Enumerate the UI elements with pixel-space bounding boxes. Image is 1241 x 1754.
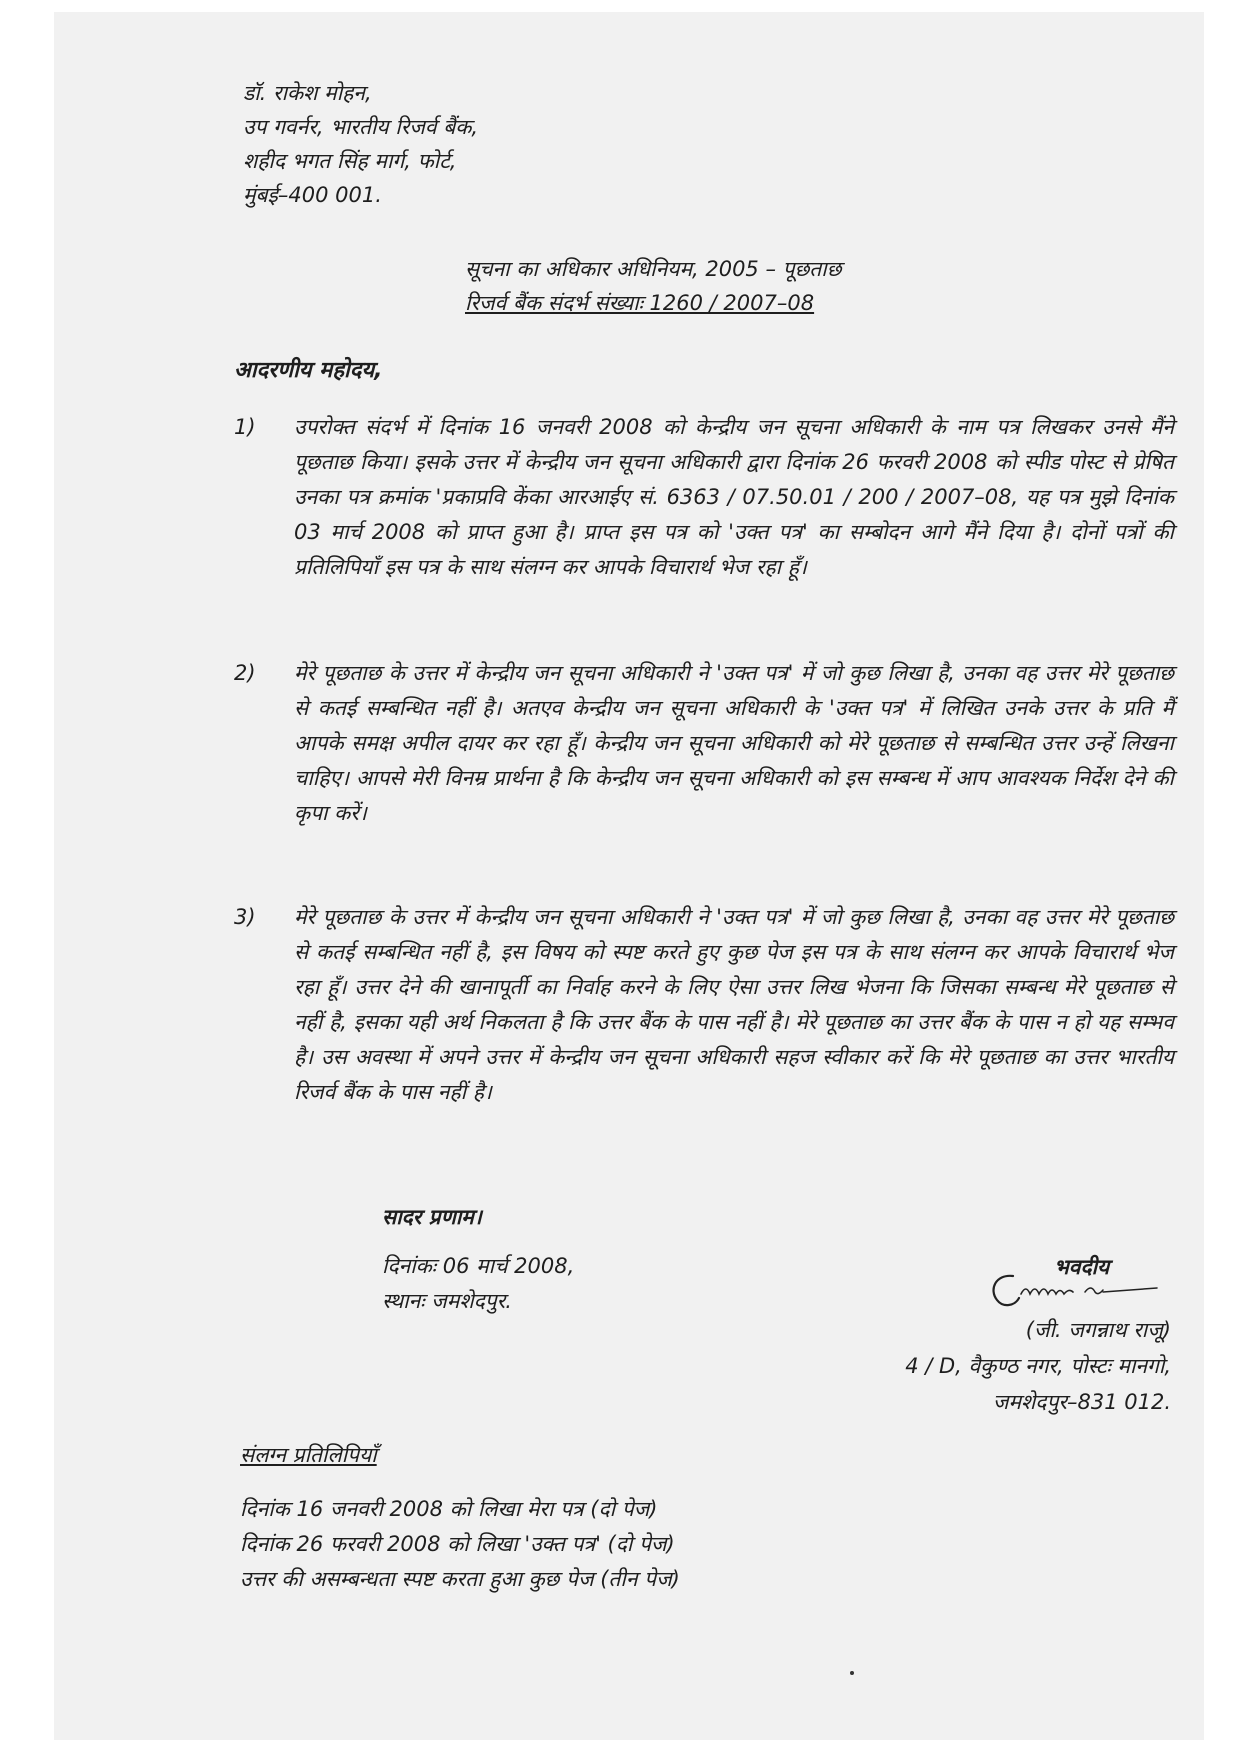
salutation: आदरणीय महोदय, bbox=[234, 358, 383, 383]
place-line: स्थानः जमशेदपुर. bbox=[382, 1289, 512, 1313]
signer-address-line: 4 / D, वैकुण्ठ नगर, पोस्टः मानगो, bbox=[905, 1354, 1171, 1378]
reference-number: रिजर्व बैंक संदर्भ संख्याः 1260 / 2007–08 bbox=[465, 291, 815, 315]
paragraph-number: 3) bbox=[234, 905, 256, 929]
signer-block bbox=[905, 1312, 1171, 1420]
valediction: भवदीय bbox=[1054, 1255, 1110, 1279]
address-line: शहीद भगत सिंह मार्ग, फोर्ट, bbox=[243, 149, 457, 173]
enclosure-item: दिनांक 16 जनवरी 2008 को लिखा मेरा पत्र (दो पेज) bbox=[240, 1497, 658, 1521]
paragraph-text: उपरोक्त संदर्भ में दिनांक 16 जनवरी 2008 को केन्द्रीय जन सूचना अधिकारी के नाम पत्र लिखकर उनसे मैंने पूछताछ किया। इसके उत्तर में केन्द्रीय जन सूचना अधिकारी द्वारा दिनांक 26 फरवरी 2008 को स्पीड पोस्ट से प्रेषित उनका पत्र क्रमांक 'प्रकाप्रवि केंका आरआईए सं. 6363 / 07.50.01 / 200 / 2007–08, यह पत्र मुझे दिनांक 03 मार्च 2008 को प्राप्त हुआ है। प्राप्त इस पत्र को 'उक्त पत्र' का सम्बोदन आगे मैंने दिया है। दोनों पत्रों की प्रतिलिपियाँ इस पत्र के साथ संलग्न कर आपके विचारार्थ भेज रहा हूँ। bbox=[294, 415, 1174, 579]
paragraph-text: मेरे पूछताछ के उत्तर में केन्द्रीय जन सूचना अधिकारी ने 'उक्त पत्र' में जो कुछ लिखा है, उनका वह उत्तर मेरे पूछताछ से कतई सम्बन्धित नहीं है, इस विषय को स्पष्ट करते हुए कुछ पेज इस पत्र के साथ संलग्न कर आपके विचारार्थ भेज रहा हूँ। उत्तर देने की खानापूर्ती का निर्वाह करने के लिए ऐसा उत्तर लिख भेजना कि जिसका सम्बन्ध मेरे पूछताछ से नहीं है, इसका यही अर्थ निकलता है कि उत्तर बैंक के पास नहीं है। मेरे पूछताछ का उत्तर बैंक के पास न हो यह सम्भव है। उस अवस्था में अपने उत्तर में केन्द्रीय जन सूचना अधिकारी सहज स्वीकार करें कि मेरे पूछताछ का उत्तर भारतीय रिजर्व बैंक के पास नहीं है। bbox=[294, 905, 1174, 1104]
enclosures-heading: संलग्न प्रतिलिपियाँ bbox=[240, 1443, 377, 1467]
subject-line: सूचना का अधिकार अधिनियम, 2005 – पूछताछ bbox=[465, 257, 842, 281]
address-line: मुंबई–400 001. bbox=[243, 183, 382, 207]
address-line: डॉ. राकेश मोहन, bbox=[243, 81, 372, 105]
paragraph-text: मेरे पूछताछ के उत्तर में केन्द्रीय जन सूचना अधिकारी ने 'उक्त पत्र' में जो कुछ लिखा है, उनका वह उत्तर मेरे पूछताछ से कतई सम्बन्धित नहीं है। अतएव केन्द्रीय जन सूचना अधिकारी के 'उक्त पत्र' में लिखित उनके उत्तर के प्रति मैं आपके समक्ष अपील दायर कर रहा हूँ। केन्द्रीय जन सूचना अधिकारी को मेरे पूछताछ से सम्बन्धित उत्तर उन्हें लिखना चाहिए। आपसे मेरी विनम्र प्रार्थना है कि केन्द्रीय जन सूचना अधिकारी को इस सम्बन्ध में आप आवश्यक निर्देश देने की कृपा करें। bbox=[294, 661, 1174, 825]
scan-speck bbox=[850, 1671, 854, 1675]
recipient-address bbox=[243, 76, 843, 212]
paragraph-number: 1) bbox=[234, 415, 256, 439]
date-line: दिनांकः 06 मार्च 2008, bbox=[382, 1254, 575, 1278]
enclosures-list bbox=[240, 1492, 680, 1597]
signer-address-line: जमशेदपुर–831 012. bbox=[992, 1390, 1171, 1414]
address-line: उप गवर्नर, भारतीय रिजर्व बैंक, bbox=[243, 115, 479, 139]
enclosure-item: उत्तर की असम्बन्धता स्पष्ट करता हुआ कुछ पेज (तीन पेज) bbox=[240, 1567, 680, 1591]
handwritten-signature bbox=[985, 1268, 1165, 1314]
paragraph-number: 2) bbox=[234, 661, 256, 685]
signer-name: (जी. जगन्नाथ राजू) bbox=[1025, 1318, 1171, 1342]
enclosure-item: दिनांक 26 फरवरी 2008 को लिखा 'उक्त पत्र' (दो पेज) bbox=[240, 1532, 675, 1556]
closing: सादर प्रणाम। bbox=[382, 1205, 482, 1229]
date-place-block bbox=[382, 1249, 574, 1319]
subject-block bbox=[465, 252, 985, 320]
